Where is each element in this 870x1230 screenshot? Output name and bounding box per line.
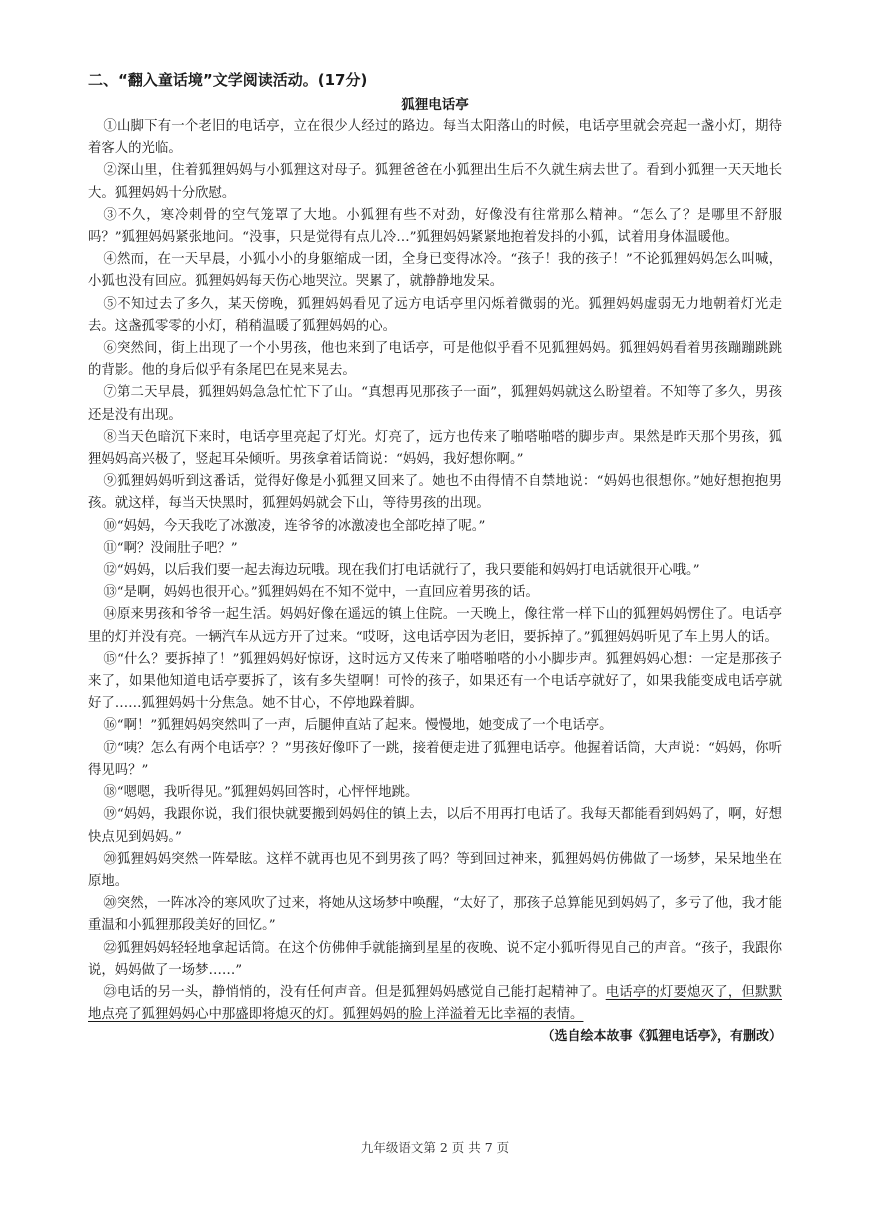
story-paragraph: ⑳狐狸妈妈突然一阵晕眩。这样不就再也见不到男孩了吗？等到回过神来，狐狸妈妈仿佛做了一场梦，呆呆地坐在原地。	[88, 851, 782, 889]
story-paragraph: ⑱“嗯嗯，我听得见。”狐狸妈妈回答时，心怦怦地跳。	[103, 785, 419, 801]
story-paragraph: ④然而，在一天早晨，小狐小小的身躯缩成一团，全身已变得冰冷。“孩子！我的孩子！”不论狐狸妈妈怎么叫喊，小狐也没有回应。狐狸妈妈每天伤心地哭泣。哭累了，就静静地发呆。	[88, 252, 782, 290]
story-paragraph: ⑯“啊！”狐狸妈妈突然叫了一声，后腿伸直站了起来。慢慢地，她变成了一个电话亭。	[103, 718, 613, 734]
page-footer: 九年级语文第 2 页 共 7 页	[360, 1140, 510, 1155]
story-paragraph: ⑭原来男孩和爷爷一起生活。妈妈好像在遥远的镇上住院。一天晚上，像往常一样下山的狐狸妈妈愣住了。电话亭里的灯并没有亮。一辆汽车从远方开了过来。“哎呀，这电话亭因为老旧，要拆掉了。”狐狸妈妈听见了车上男人的话。	[88, 607, 782, 645]
story-body	[88, 116, 782, 1048]
story-title: 狐狸电话亭	[401, 97, 469, 113]
story-paragraph: ⑰“咦？怎么有两个电话亭？？”男孩好像吓了一跳，接着便走进了狐狸电话亭。他握着话筒，大声说：“妈妈，你听得见吗？”	[88, 740, 782, 778]
source-citation: （选自绘本故事《狐狸电话亭》，有删改）	[541, 1029, 782, 1045]
story-paragraph: ⑤不知过去了多久，某天傍晚，狐狸妈妈看见了远方电话亭里闪烁着微弱的光。狐狸妈妈虚弱无力地朝着灯光走去。这盏孤零零的小灯，稍稍温暖了狐狸妈妈的心。	[88, 296, 782, 334]
story-paragraph: ⑮“什么？要拆掉了！”狐狸妈妈好惊讶，这时远方又传来了啪嗒啪嗒的小小脚步声。狐狸妈妈心想：一定是那孩子来了，如果他知道电话亭要拆了，该有多失望啊！可怜的孩子，如果还有一个电话亭就好了，如果我能变成电话亭就好了……狐狸妈妈十分焦急。她不甘心，不停地跺着脚。	[88, 651, 782, 712]
story-paragraph: ①山脚下有一个老旧的电话亭，立在很少人经过的路边。每当太阳落山的时候，电话亭里就会亮起一盏小灯，期待着客人的光临。	[88, 119, 782, 157]
final-paragraph-text: ㉓电话的另一头，静悄悄的，没有任何声音。但是狐狸妈妈感觉自己能打起精神了。	[103, 984, 606, 1000]
final-paragraph	[88, 982, 782, 1026]
story-paragraph: ⑦第二天早晨，狐狸妈妈急急忙忙下了山。“真想再见那孩子一面”，狐狸妈妈就这么盼望着。不知等了多久，男孩还是没有出现。	[88, 385, 782, 423]
story-paragraph: ⑪“啊？没闹肚子吧？”	[103, 540, 238, 556]
section-heading: 二、“翻入童话境”文学阅读活动。(17分)	[88, 71, 368, 89]
story-paragraph: ⑨狐狸妈妈听到这番话，觉得好像是小狐狸又回来了。她也不由得情不自禁地说：“妈妈也很想你。”她好想抱抱男孩。就这样，每当天快黑时，狐狸妈妈就会下山，等待男孩的出现。	[88, 474, 782, 512]
story-paragraph: ⑩“妈妈，今天我吃了冰激凌，连爷爷的冰激凌也全部吃掉了呢。”	[103, 518, 486, 534]
story-paragraph: ⑲“妈妈，我跟你说，我们很快就要搬到妈妈住的镇上去，以后不用再打电话了。我每天都能看到妈妈了，啊，好想快点见到妈妈。”	[88, 807, 782, 845]
story-paragraph: ⑧当天色暗沉下来时，电话亭里亮起了灯光。灯亮了，远方也传来了啪嗒啪嗒的脚步声。果然是昨天那个男孩，狐狸妈妈高兴极了，竖起耳朵倾听。男孩拿着话筒说：“妈妈，我好想你啊。”	[88, 429, 782, 468]
underlined-sentence: 电话亭的灯要熄灭了，但默默地点亮了狐狸妈妈心中那盛即将熄灭的灯。狐狸妈妈的脸上洋溢着无比幸福的表情。	[88, 984, 783, 1023]
story-paragraph: ⑫“妈妈，以后我们要一起去海边玩哦。现在我们打电话就行了，我只要能和妈妈打电话就很开心哦。”	[103, 563, 700, 579]
story-paragraph: ⑥突然间，街上出现了一个小男孩，他也来到了电话亭，可是他似乎看不见狐狸妈妈。狐狸妈妈看着男孩蹦蹦跳跳的背影。他的身后似乎有条尾巴在晃来晃去。	[88, 341, 782, 379]
paragraph-list	[88, 116, 782, 982]
story-paragraph: ⑬“是啊，妈妈也很开心。”狐狸妈妈在不知不觉中，一直回应着男孩的话。	[103, 585, 539, 601]
story-paragraph: ㉒狐狸妈妈轻轻地拿起话筒。在这个仿佛伸手就能摘到星星的夜晚、说不定小狐听得见自己的声音。“孩子，我跟你说，妈妈做了一场梦……”	[88, 940, 782, 978]
story-paragraph: ⑳突然，一阵冰冷的寒风吹了过来，将她从这场梦中唤醒，“太好了，那孩子总算能见到妈妈了，多亏了他，我才能重温和小狐狸那段美好的回忆。”	[88, 896, 782, 934]
story-paragraph: ③不久，寒冷刺骨的空气笼罩了大地。小狐狸有些不对劲，好像没有往常那么精神。“怎么了？是哪里不舒服吗？”狐狸妈妈紧张地问。“没事，只是觉得有点儿冷…”狐狸妈妈紧紧地抱着发抖的小狐，试着用身体温暖他。	[88, 207, 782, 246]
story-paragraph: ②深山里，住着狐狸妈妈与小狐狸这对母子。狐狸爸爸在小狐狸出生后不久就生病去世了。看到小狐狸一天天地长大。狐狸妈妈十分欣慰。	[88, 163, 782, 201]
